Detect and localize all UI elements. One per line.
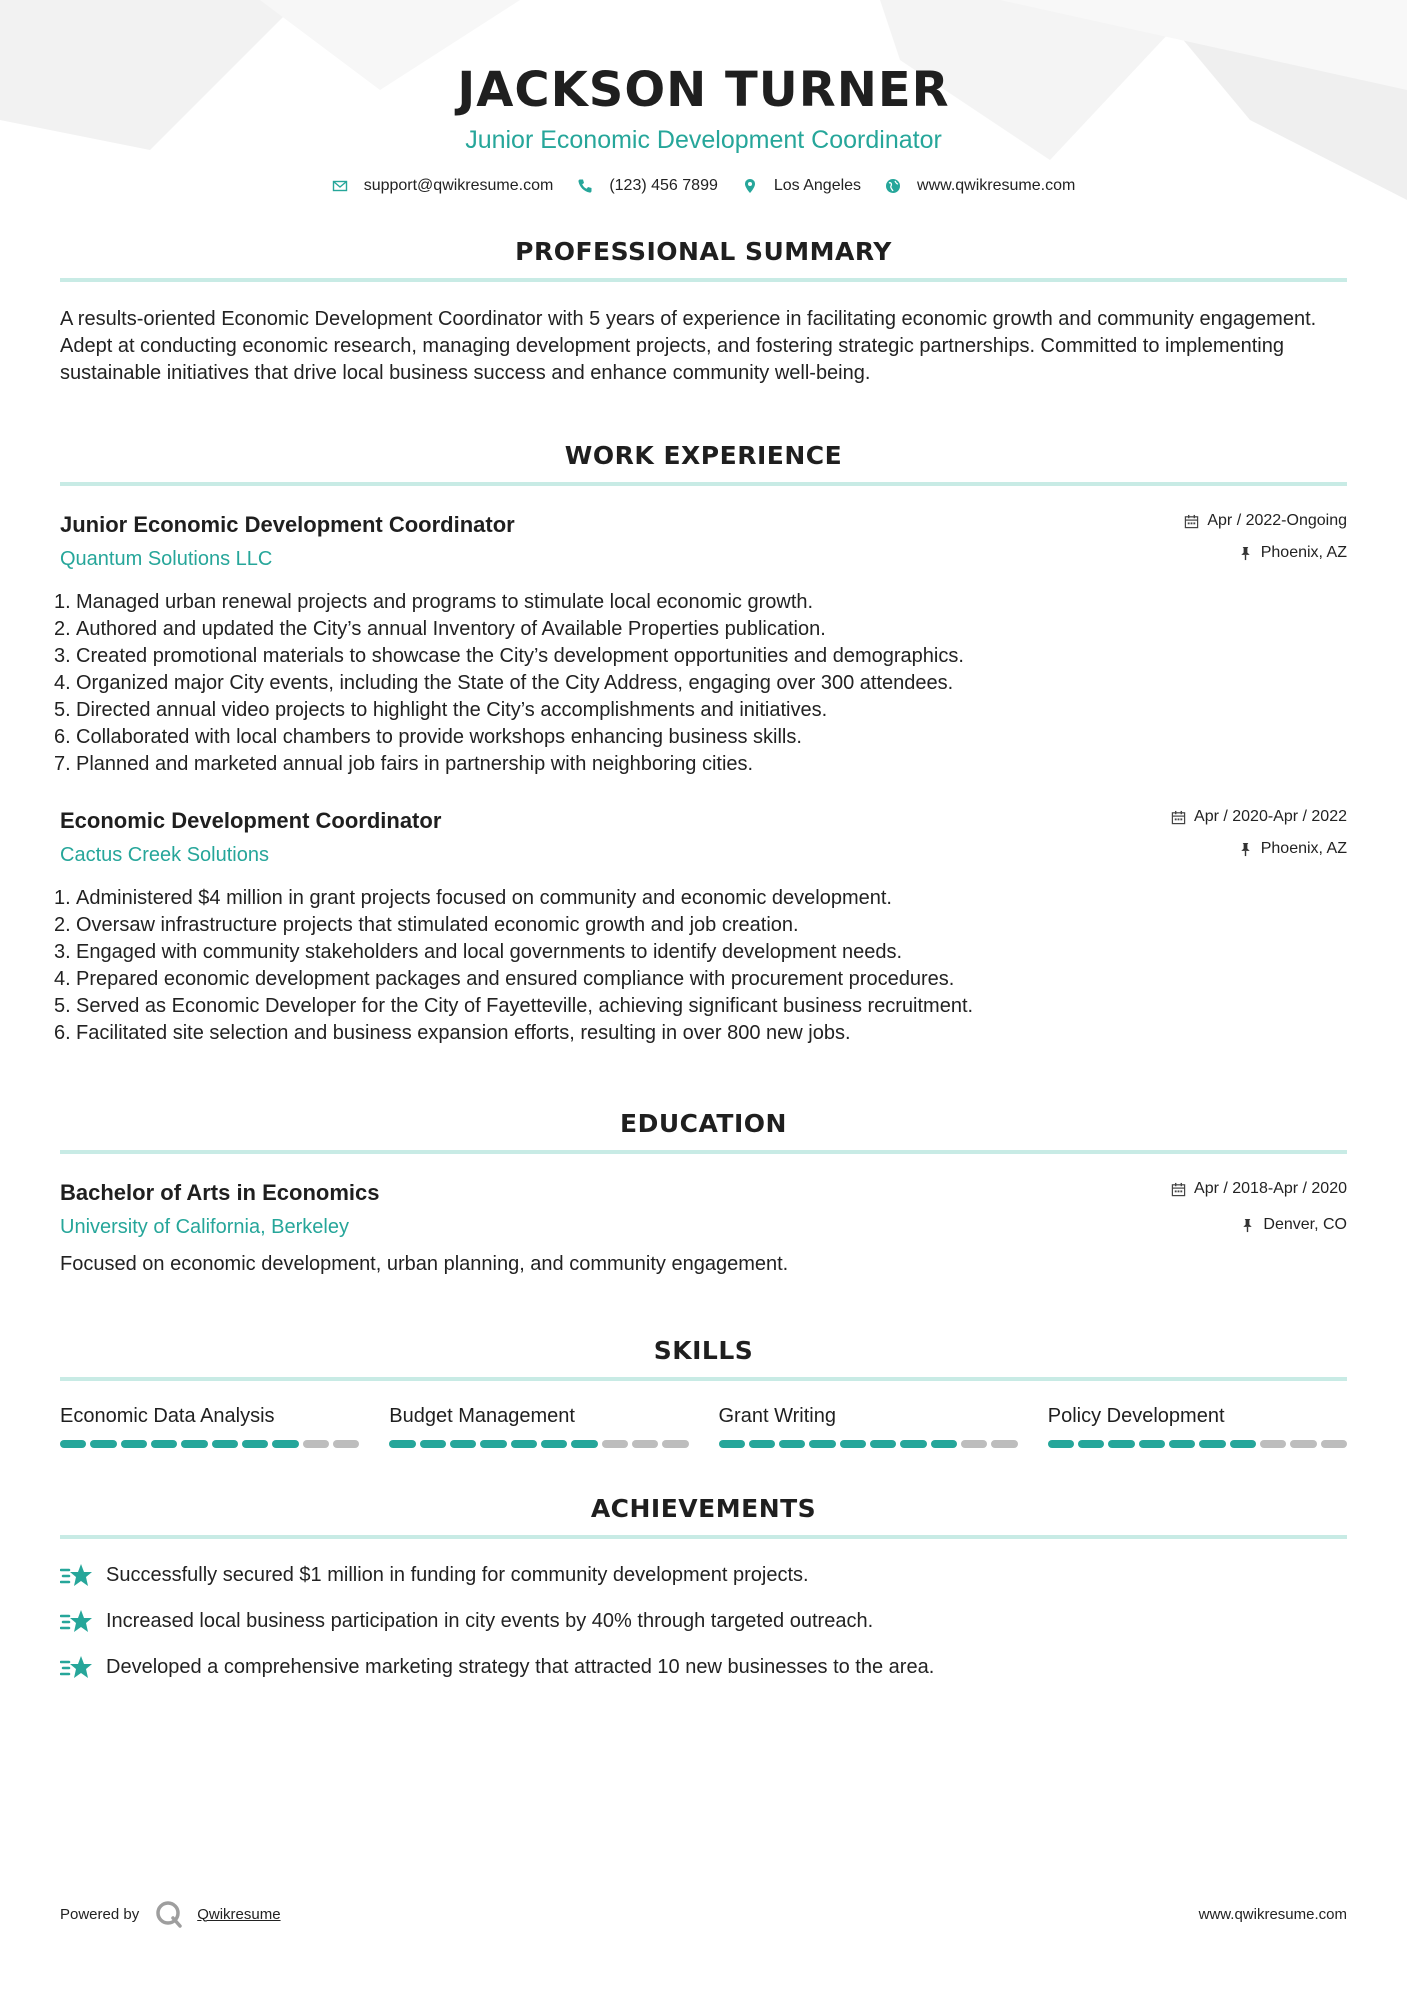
list-item: Facilitated site selection and business expansion efforts, resulting in over 800 new jobs. — [76, 1022, 851, 1044]
skill-level-segment — [303, 1440, 329, 1448]
envelope-icon — [332, 178, 348, 194]
contact-phone[interactable] — [577, 177, 718, 195]
globe-icon — [885, 178, 901, 194]
skill-level-segment — [511, 1440, 537, 1448]
skill-level-bar — [389, 1440, 688, 1448]
achievement-item — [60, 1561, 1347, 1589]
degree: Bachelor of Arts in Economics — [60, 1180, 380, 1205]
skill-level-segment — [242, 1440, 268, 1448]
job-entry — [60, 512, 1347, 778]
resume-header — [60, 0, 1347, 195]
work-section — [60, 441, 1347, 1047]
skill-level-segment — [181, 1440, 207, 1448]
skill-level-segment — [1169, 1440, 1195, 1448]
skill-level-segment — [1048, 1440, 1074, 1448]
skill-level-segment — [1199, 1440, 1225, 1448]
section-divider — [60, 482, 1347, 486]
shooting-star-icon — [60, 1607, 94, 1635]
skill-level-segment — [719, 1440, 745, 1448]
candidate-title: Junior Economic Development Coordinator — [465, 126, 942, 154]
powered-by-label: Powered by — [60, 1905, 140, 1923]
achievements-heading: ACHIEVEMENTS — [590, 1494, 817, 1523]
contact-email-text: support@qwikresume.com — [363, 177, 554, 194]
powered-by — [60, 1900, 281, 1928]
skill-item — [719, 1405, 1018, 1448]
skill-level-bar — [719, 1440, 1018, 1448]
list-item: Directed annual video projects to highlight the City’s accomplishments and initiatives. — [76, 699, 828, 721]
page-footer — [60, 1900, 1347, 1928]
job-responsibilities — [60, 589, 1347, 778]
skill-level-segment — [541, 1440, 567, 1448]
contact-website-text: www.qwikresume.com — [917, 177, 1076, 194]
contact-bar — [60, 177, 1347, 195]
skill-name: Grant Writing — [718, 1405, 836, 1427]
education-location: Denver, CO — [1263, 1216, 1347, 1233]
section-divider — [60, 278, 1347, 282]
skill-level-segment — [602, 1440, 628, 1448]
list-item: Authored and updated the City’s annual Inventory of Available Properties publication. — [76, 618, 826, 640]
contact-phone-text: (123) 456 7899 — [609, 177, 718, 194]
skill-level-segment — [1139, 1440, 1165, 1448]
skill-level-segment — [632, 1440, 658, 1448]
list-item: Organized major City events, including the State of the City Address, engaging over 300 attendees. — [76, 672, 954, 694]
education-section — [60, 1109, 1347, 1276]
achievements-list — [60, 1561, 1347, 1681]
skill-item — [1048, 1405, 1347, 1448]
calendar-icon — [1171, 810, 1186, 825]
achievement-text: Successfully secured $1 million in funding for community development projects. — [106, 1563, 809, 1586]
skill-level-segment — [60, 1440, 86, 1448]
skill-level-segment — [121, 1440, 147, 1448]
contact-email[interactable] — [332, 177, 554, 195]
skill-level-segment — [870, 1440, 896, 1448]
list-item: Created promotional materials to showcase the City’s development opportunities and demographics. — [76, 645, 964, 667]
job-responsibilities — [60, 885, 1347, 1047]
contact-website[interactable] — [885, 177, 1075, 195]
qwikresume-logo-icon — [155, 1900, 183, 1928]
pushpin-icon — [1240, 1218, 1255, 1233]
brand-link[interactable]: Qwikresume — [197, 1905, 281, 1923]
list-item: Managed urban renewal projects and programs to stimulate local economic growth. — [76, 591, 814, 613]
skill-level-segment — [1230, 1440, 1256, 1448]
summary-section — [60, 237, 1347, 387]
job-location: Phoenix, AZ — [1260, 840, 1347, 857]
skill-name: Budget Management — [389, 1405, 575, 1427]
shooting-star-icon — [60, 1561, 94, 1589]
calendar-icon — [1171, 1182, 1186, 1197]
skill-level-segment — [809, 1440, 835, 1448]
achievement-text: Increased local business participation in city events by 40% through targeted outreach. — [106, 1609, 874, 1632]
skill-level-bar — [60, 1440, 359, 1448]
list-item: Engaged with community stakeholders and local governments to identify development needs. — [76, 941, 903, 963]
skill-name: Economic Data Analysis — [60, 1405, 275, 1427]
list-item: Collaborated with local chambers to provide workshops enhancing business skills. — [76, 726, 802, 748]
school: University of California, Berkeley — [60, 1216, 349, 1238]
section-divider — [60, 1377, 1347, 1381]
candidate-name: JACKSON TURNER — [457, 62, 950, 118]
skills-list — [60, 1405, 1347, 1448]
skill-level-segment — [1321, 1440, 1347, 1448]
skill-level-segment — [931, 1440, 957, 1448]
shooting-star-icon — [60, 1653, 94, 1681]
education-heading: EDUCATION — [620, 1109, 787, 1138]
achievement-text: Developed a comprehensive marketing strategy that attracted 10 new businesses to the area. — [106, 1655, 935, 1678]
skill-level-segment — [961, 1440, 987, 1448]
skill-item — [389, 1405, 688, 1448]
work-heading: WORK EXPERIENCE — [564, 441, 843, 470]
skill-item — [60, 1405, 359, 1448]
skill-level-segment — [1260, 1440, 1286, 1448]
skill-level-segment — [420, 1440, 446, 1448]
skill-level-segment — [450, 1440, 476, 1448]
footer-website[interactable]: www.qwikresume.com — [1198, 1905, 1347, 1923]
section-divider — [60, 1535, 1347, 1539]
phone-icon — [577, 178, 593, 194]
job-entry — [60, 808, 1347, 1047]
summary-heading: PROFESSIONAL SUMMARY — [515, 237, 892, 266]
skills-section — [60, 1336, 1347, 1448]
achievement-item — [60, 1607, 1347, 1635]
list-item: Served as Economic Developer for the City of Fayetteville, achieving significant business recruitment. — [76, 995, 974, 1017]
pushpin-icon — [1238, 546, 1253, 561]
job-company: Quantum Solutions LLC — [60, 548, 273, 570]
section-divider — [60, 1150, 1347, 1154]
job-role: Economic Development Coordinator — [60, 808, 442, 833]
job-role: Junior Economic Development Coordinator — [60, 512, 515, 537]
achievements-section — [60, 1494, 1347, 1681]
skill-level-segment — [212, 1440, 238, 1448]
skill-level-segment — [991, 1440, 1017, 1448]
skill-level-segment — [90, 1440, 116, 1448]
contact-location — [742, 177, 861, 195]
job-company: Cactus Creek Solutions — [60, 844, 269, 866]
education-description: Focused on economic development, urban planning, and community engagement. — [60, 1253, 789, 1275]
skill-level-segment — [1290, 1440, 1316, 1448]
skill-level-segment — [151, 1440, 177, 1448]
skills-heading: SKILLS — [653, 1336, 754, 1365]
skill-name: Policy Development — [1047, 1405, 1225, 1427]
skill-level-segment — [333, 1440, 359, 1448]
list-item: Administered $4 million in grant projects focused on community and economic development. — [76, 887, 892, 909]
pushpin-icon — [1238, 842, 1253, 857]
calendar-icon — [1184, 514, 1199, 529]
skill-level-segment — [389, 1440, 415, 1448]
job-dates: Apr / 2020-Apr / 2022 — [1194, 808, 1347, 825]
list-item: Oversaw infrastructure projects that stimulated economic growth and job creation. — [76, 914, 799, 936]
education-entry — [60, 1180, 1347, 1276]
skill-level-segment — [1108, 1440, 1134, 1448]
education-dates: Apr / 2018-Apr / 2020 — [1194, 1180, 1347, 1197]
skill-level-segment — [840, 1440, 866, 1448]
list-item: Planned and marketed annual job fairs in partnership with neighboring cities. — [76, 753, 754, 775]
contact-location-text: Los Angeles — [773, 177, 862, 194]
job-dates: Apr / 2022-Ongoing — [1207, 512, 1347, 529]
achievement-item — [60, 1653, 1347, 1681]
skill-level-segment — [571, 1440, 597, 1448]
summary-text: A results-oriented Economic Development Coordinator with 5 years of experience in facilitating economic growth and community engagement. Adept at conducting economic research, managing development projects, and fostering strategic partnerships. Committed to implementing sustainable initiatives that drive local business success and enhance community well-being. — [60, 308, 1317, 384]
list-item: Prepared economic development packages and ensured compliance with procurement procedures. — [76, 968, 955, 990]
skill-level-bar — [1048, 1440, 1347, 1448]
skill-level-segment — [662, 1440, 688, 1448]
skill-level-segment — [1078, 1440, 1104, 1448]
job-location: Phoenix, AZ — [1260, 544, 1347, 561]
skill-level-segment — [480, 1440, 506, 1448]
skill-level-segment — [779, 1440, 805, 1448]
skill-level-segment — [749, 1440, 775, 1448]
skill-level-segment — [272, 1440, 298, 1448]
map-pin-icon — [742, 178, 758, 194]
skill-level-segment — [900, 1440, 926, 1448]
